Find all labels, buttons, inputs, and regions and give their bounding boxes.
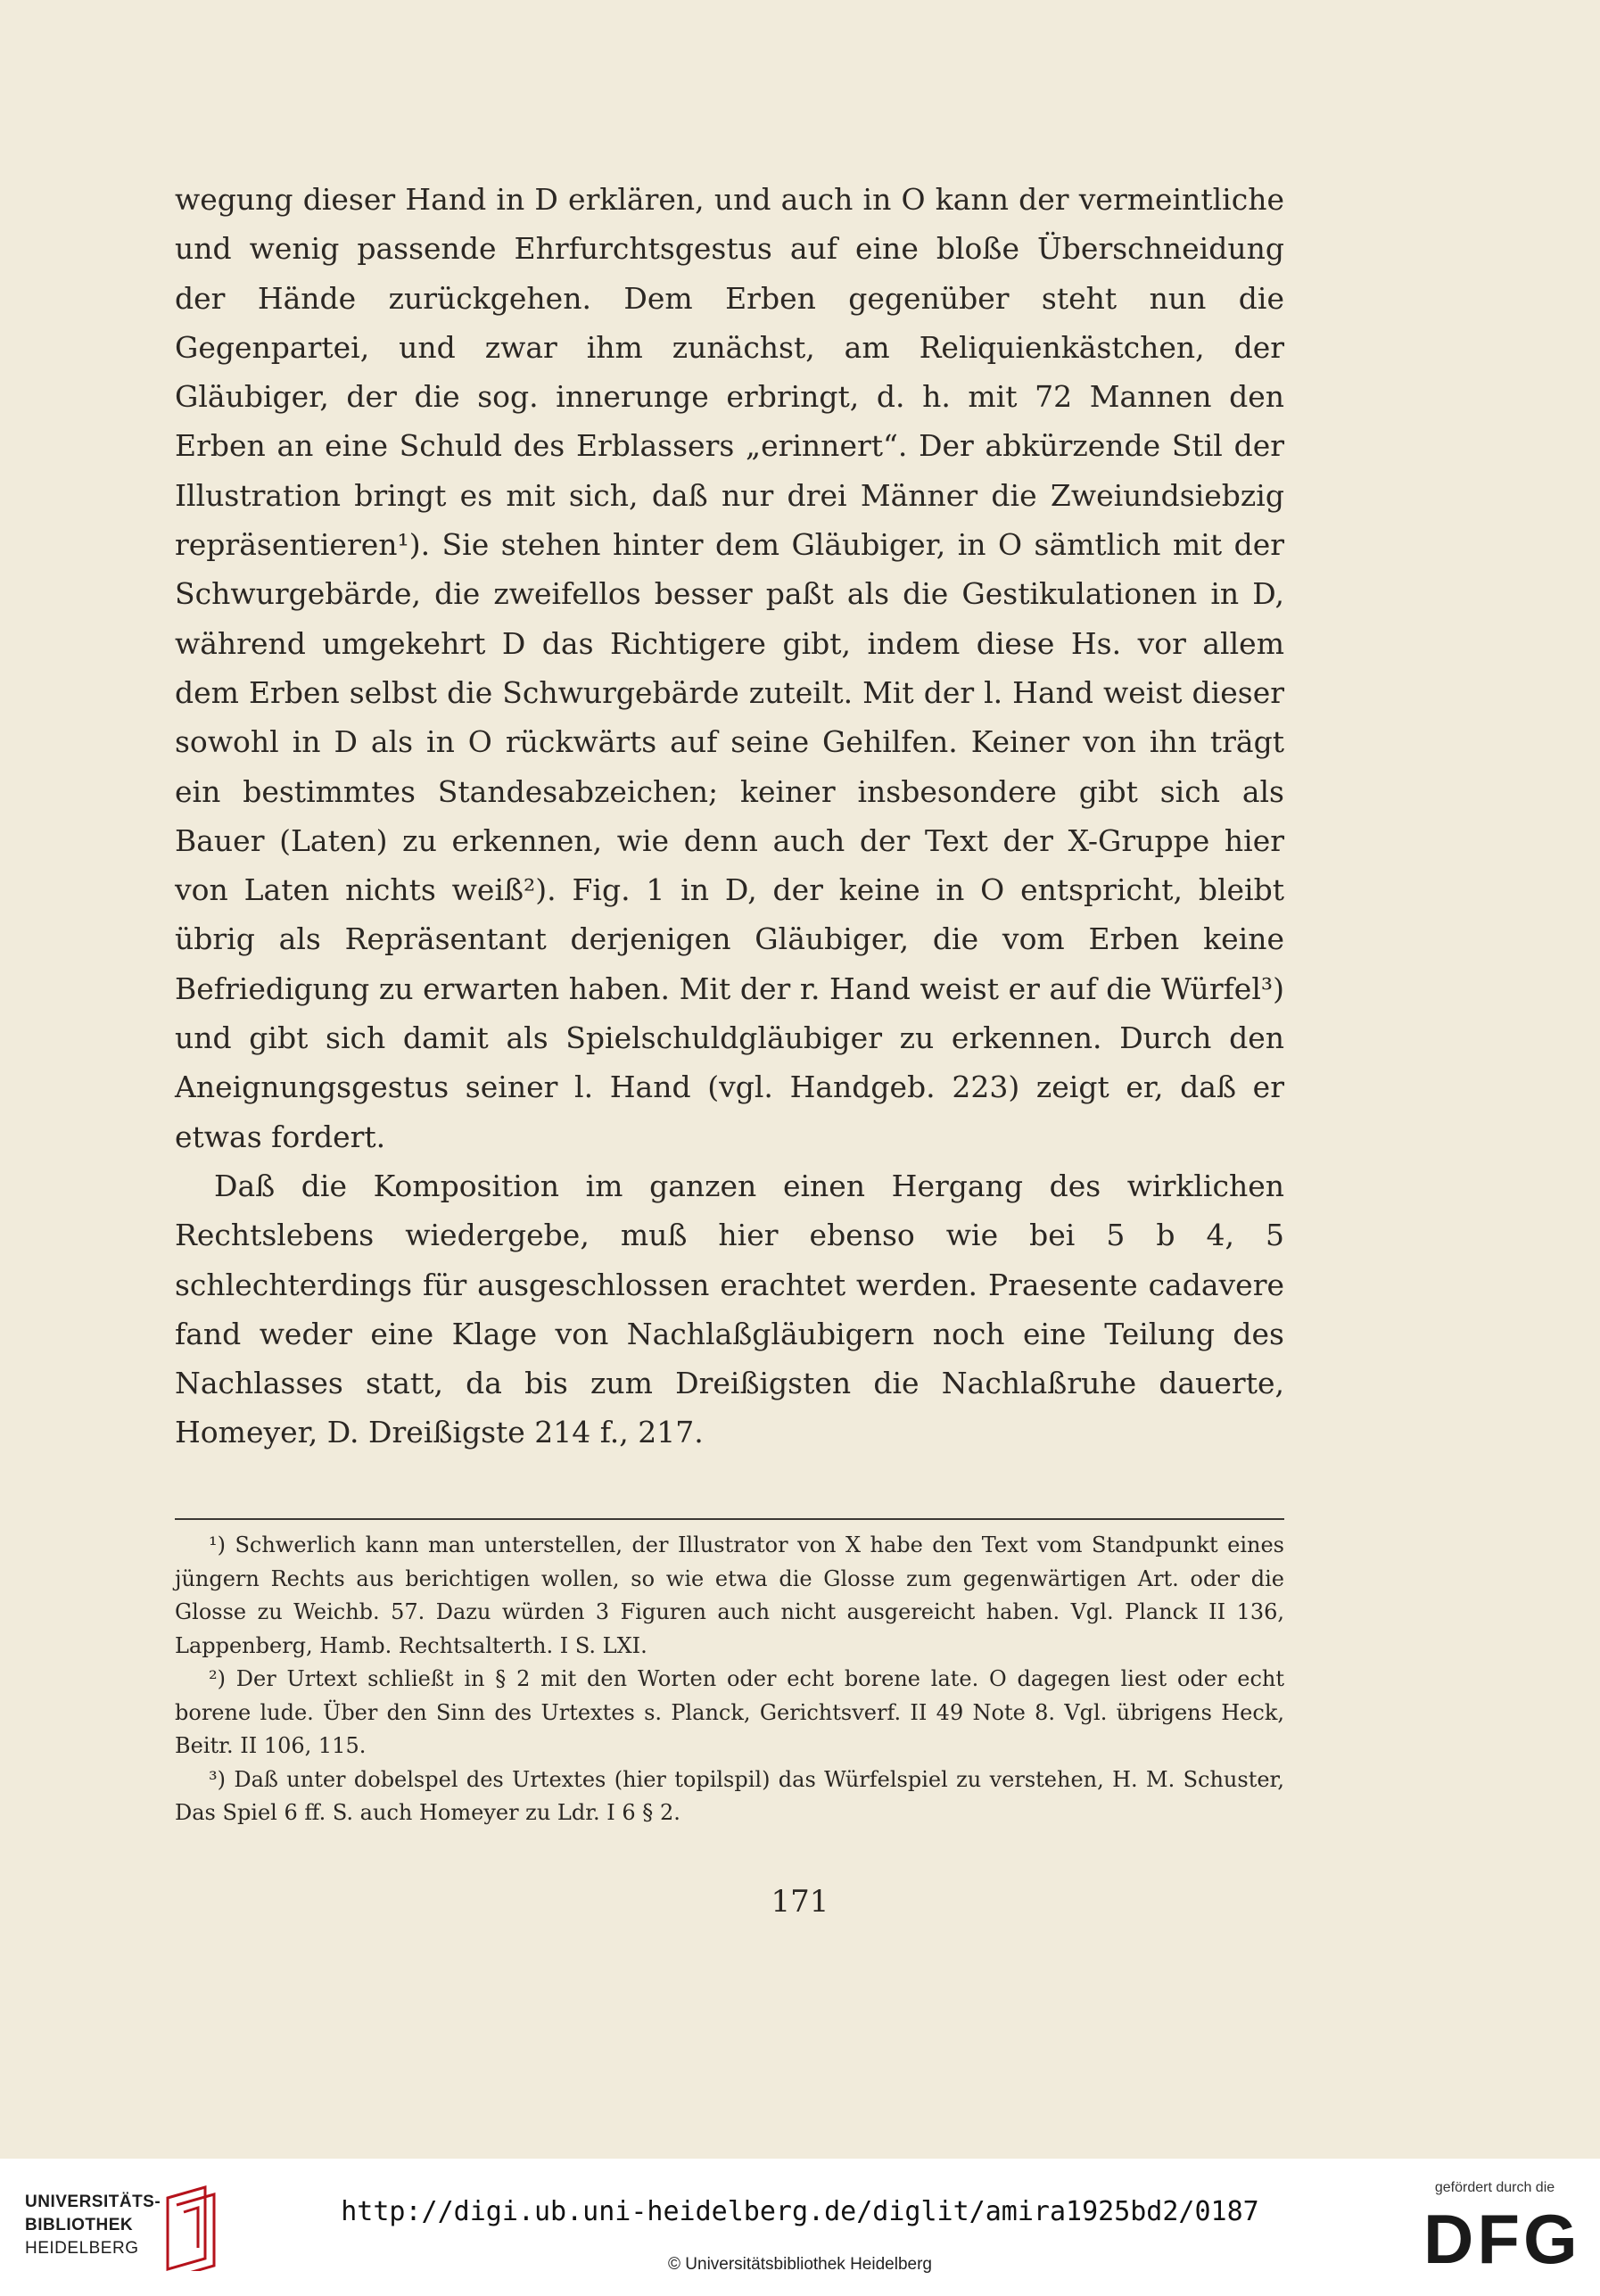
body-paragraph-2: Daß die Komposition im ganzen einen Hergang des wirklichen Rechtslebens wiedergebe, muß hier ebenso wie bei 5 b 4, 5 schlechterdings für ausgeschlossen erachtet werden. Praesente cadavere fand weder eine Klage von Nachlaßgläubigern noch eine Teilung des Nachlasses statt, da bis zum Dreißigsten die Nachlaßruhe dauerte, Homeyer, D. Dreißigste 214 f., 217. — [175, 1168, 1284, 1450]
library-name-line3: HEIDELBERG — [25, 2239, 139, 2258]
copyright-notice: © Universitätsbibliothek Heidelberg — [668, 2255, 932, 2274]
body-text — [175, 175, 1284, 1458]
page-number: 171 — [771, 1884, 829, 1920]
footnote-3: ³) Daß unter dobelspel des Urtextes (hier topilspil) das Würfelspiel zu verstehen, H. M. Schuster, Das Spiel 6 ff. S. auch Homeyer zu Ldr. I 6 § 2. — [175, 1766, 1284, 1825]
dfg-logo: DFG — [1423, 2200, 1581, 2278]
footnote-1: ¹) Schwerlich kann man unterstellen, der Illustrator von X habe den Text vom Standpunkt eines jüngern Rechts aus berichtigen wollen, so wie etwa die Glosse zum gegenwärtigen Art. oder die Glosse zu Weichb. 57. Dazu würden 3 Figuren auch nicht ausgereicht haben. Vgl. Planck II 136, Lappenberg, Hamb. Rechtsalterth. I S. LXI. — [175, 1532, 1284, 1658]
footer-bar — [0, 2159, 1600, 2296]
library-name-line2: BIBLIOTHEK — [25, 2216, 134, 2234]
library-name-line1: UNIVERSITÄTS- — [25, 2193, 161, 2211]
body-paragraph-1: wegung dieser Hand in D erklären, und auch in O kann der vermeintliche und wenig passende Ehrfurchtsgestus auf eine bloße Überschneidung der Hände zurückgehen. Dem Erben gegenüber steht nun die Gegenpartei, und zwar ihm zunächst, am Reliquienkästchen, der Gläubiger, der die sog. innerunge erbringt, d. h. mit 72 Mannen den Erben an eine Schuld des Erblassers „erinnert“. Der abkürzende Stil der Illustration bringt es mit sich, daß nur drei Männer die Zweiundsiebzig repräsentieren¹). Sie stehen hinter dem Gläubiger, in O sämtlich mit der Schwurgebärde, die zweifellos besser paßt als die Gestikulationen in D, während umgekehrt D das Richtigere gibt, indem diese Hs. vor allem dem Erben selbst die Schwurgebärde zuteilt. Mit der l. Hand weist dieser sowohl in D als in O rückwärts auf seine Gehilfen. Keiner von ihn trägt ein bestimmtes Standesabzeichen; keiner insbesondere gibt sich als Bauer (Laten) zu erkennen, wie denn auch der Text der X-Gruppe hier von Laten nichts weiß²). Fig. 1 in D, der keine in O entspricht, bleibt übrig als Repräsentant derjenigen Gläubiger, die vom Erben keine Befriedigung zu erwarten haben. Mit der r. Hand weist er auf die Würfel³) und gibt sich damit als Spielschuldgläubiger zu erkennen. Durch den Aneignungsgestus seiner l. Hand (vgl. Handgeb. 223) zeigt er, daß er etwas fordert. — [175, 182, 1284, 1154]
source-url[interactable]: http://digi.ub.uni-heidelberg.de/diglit/amira1925bd2/0187 — [341, 2196, 1259, 2227]
footnotes — [175, 1529, 1284, 1830]
footnote-2: ²) Der Urtext schließt in § 2 mit den Worten oder echt borene late. O dagegen liest oder echt borene lude. Über den Sinn des Urtextes s. Planck, Gerichtsverf. II 49 Note 8. Vgl. übrigens Heck, Beitr. II 106, 115. — [175, 1666, 1284, 1758]
funder-caption: gefördert durch die — [1434, 2180, 1555, 2195]
footnote-rule — [175, 1518, 1284, 1520]
